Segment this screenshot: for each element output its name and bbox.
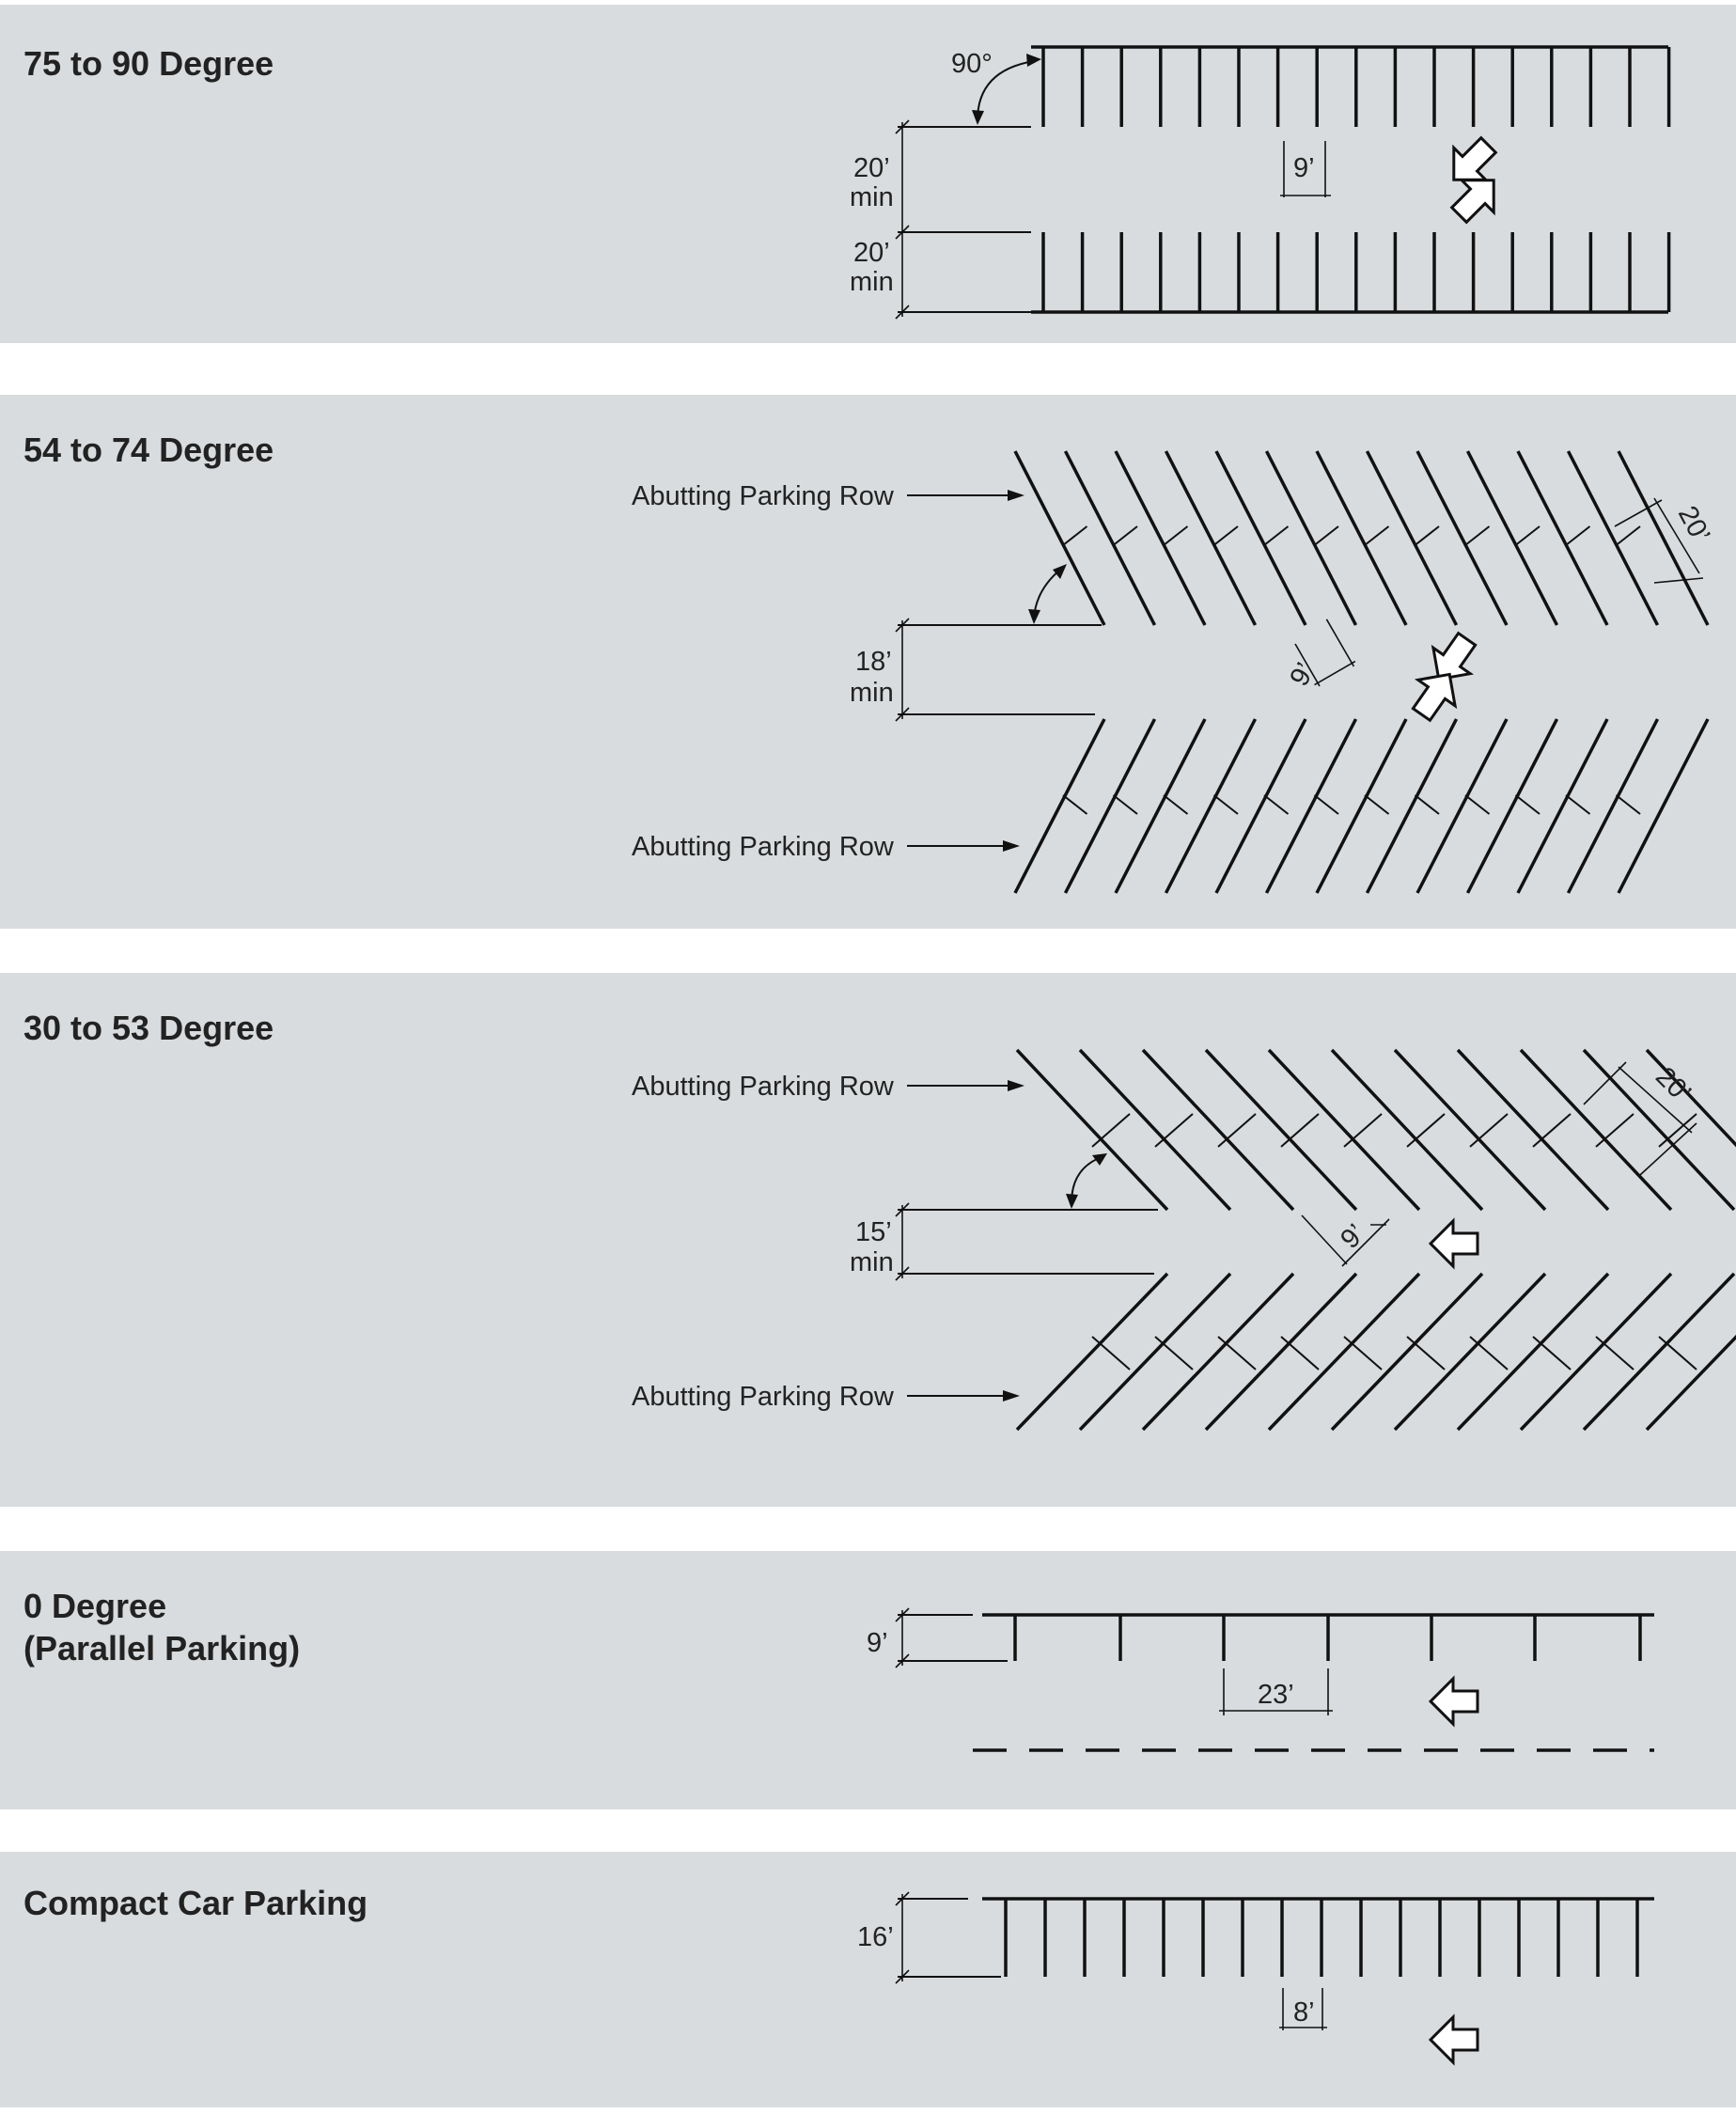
stall-line xyxy=(1166,451,1256,625)
diagram-parallel xyxy=(0,1551,1736,1809)
stall-dimension-value: 20’ xyxy=(853,238,890,268)
stall-end-line xyxy=(1218,1114,1256,1147)
stall-line xyxy=(1569,719,1658,893)
stall-end-line xyxy=(1214,795,1239,814)
stall-end-line xyxy=(1155,1114,1193,1147)
stall-line xyxy=(1216,719,1306,893)
aisle-dimension-value: 20’ xyxy=(853,153,890,183)
stall-end-line xyxy=(1264,795,1289,814)
stall-line xyxy=(1267,719,1356,893)
stall-end-line xyxy=(1465,526,1490,545)
stall-line xyxy=(1417,719,1507,893)
stall-end-line xyxy=(1533,1114,1571,1147)
stall-line xyxy=(1458,1274,1608,1430)
stall-line xyxy=(1206,1274,1356,1430)
stall-line xyxy=(1116,451,1205,625)
panel-title: 75 to 90 Degree xyxy=(23,44,274,83)
stall-end-line xyxy=(1114,526,1138,545)
abutting-row-label-bottom: Abutting Parking Row xyxy=(632,832,894,862)
stall-lines-top xyxy=(1043,47,1669,127)
diagram-45-degree xyxy=(0,973,1736,1507)
stall-end-line xyxy=(1281,1337,1319,1370)
stall-width-label: 9’ xyxy=(1293,153,1315,183)
stall-length-label: 23’ xyxy=(1258,1680,1294,1710)
stall-line xyxy=(1518,451,1607,625)
stall-line xyxy=(1269,1050,1419,1210)
stall-end-line xyxy=(1407,1114,1445,1147)
stall-end-line xyxy=(1617,795,1641,814)
stall-end-line xyxy=(1596,1337,1634,1370)
diagram-compact xyxy=(0,1852,1736,2107)
stall-end-line xyxy=(1365,526,1389,545)
stall-line xyxy=(1332,1274,1482,1430)
stall-line xyxy=(1143,1274,1293,1430)
title-line-1: 0 Degree xyxy=(23,1587,167,1625)
diagram-60-degree xyxy=(0,395,1736,929)
panel-compact-car xyxy=(0,1852,1736,2107)
stall-end-line xyxy=(1659,1337,1697,1370)
stall-end-line xyxy=(1407,1337,1445,1370)
stall-line xyxy=(1267,451,1356,625)
stall-end-line xyxy=(1365,795,1389,814)
stall-dimension-unit: min xyxy=(850,267,894,297)
stall-line xyxy=(1619,719,1708,893)
stall-end-line xyxy=(1470,1337,1508,1370)
stall-end-line xyxy=(1114,795,1138,814)
stall-width-label: 9’ xyxy=(1335,1218,1371,1255)
stall-lines-bottom xyxy=(1017,1274,1736,1430)
stall-line xyxy=(1116,719,1205,893)
stall-line xyxy=(1269,1274,1419,1430)
stall-end-line xyxy=(1533,1337,1571,1370)
aisle-dimension-unit: min xyxy=(850,182,894,212)
stall-end-line xyxy=(1092,1337,1130,1370)
stall-end-line xyxy=(1063,526,1087,545)
stall-end-line xyxy=(1164,795,1188,814)
stall-end-line xyxy=(1596,1114,1634,1147)
stall-line xyxy=(1417,451,1507,625)
stall-end-line xyxy=(1155,1337,1193,1370)
angle-label: 90° xyxy=(951,49,993,79)
panel-title: 54 to 74 Degree xyxy=(23,431,274,469)
diagram-90-degree xyxy=(0,5,1736,343)
stall-line xyxy=(1216,451,1306,625)
abutting-row-label-top: Abutting Parking Row xyxy=(632,481,894,511)
stall-line xyxy=(1584,1274,1734,1430)
stall-depth-label: 20’ xyxy=(1650,1061,1697,1109)
two-way-traffic-arrows-icon xyxy=(1438,129,1509,230)
stall-line xyxy=(1015,719,1104,893)
stall-end-line xyxy=(1218,1337,1256,1370)
stall-lines-top xyxy=(1015,451,1708,625)
panel-75-90-degree xyxy=(0,5,1736,343)
stall-line xyxy=(1368,719,1457,893)
title-line-2: (Parallel Parking) xyxy=(23,1629,301,1668)
stall-width-label: 9’ xyxy=(867,1628,888,1658)
stall-end-line xyxy=(1281,1114,1319,1147)
abutting-row-label-top: Abutting Parking Row xyxy=(632,1072,894,1102)
stall-lines xyxy=(1006,1899,1637,1977)
stall-end-line xyxy=(1315,526,1339,545)
stall-width-label: 9’ xyxy=(1284,657,1322,692)
stall-line xyxy=(1468,719,1557,893)
panel-0-degree xyxy=(0,1551,1736,1809)
stall-end-line xyxy=(1415,526,1440,545)
stall-line xyxy=(1017,1050,1167,1210)
stall-line xyxy=(1080,1050,1230,1210)
stall-end-line xyxy=(1344,1114,1382,1147)
aisle-dimension-unit: min xyxy=(850,1247,894,1277)
aisle-dimension-unit: min xyxy=(850,678,894,708)
stall-line xyxy=(1166,719,1256,893)
stall-line xyxy=(1066,719,1155,893)
stall-end-line xyxy=(1566,526,1590,545)
stall-line xyxy=(1521,1274,1671,1430)
stall-end-line xyxy=(1063,795,1087,814)
stall-lines-bottom xyxy=(1043,232,1669,312)
stall-end-line xyxy=(1092,1114,1130,1147)
stall-end-line xyxy=(1315,795,1339,814)
stall-depth-label: 20’ xyxy=(1671,501,1716,548)
aisle-dimension-value: 18’ xyxy=(855,647,892,677)
abutting-row-label-bottom: Abutting Parking Row xyxy=(632,1382,894,1412)
panel-30-53-degree xyxy=(0,973,1736,1507)
stall-line xyxy=(1143,1050,1293,1210)
stall-line xyxy=(1017,1274,1167,1430)
stall-line xyxy=(1458,1050,1608,1210)
traffic-arrow-icon xyxy=(1431,1679,1478,1724)
panel-54-74-degree xyxy=(0,395,1736,929)
stall-end-line xyxy=(1566,795,1590,814)
stall-lines xyxy=(1015,1615,1640,1661)
stall-lines-bottom xyxy=(1015,719,1708,893)
traffic-arrow-icon xyxy=(1431,1221,1478,1266)
stall-end-line xyxy=(1465,795,1490,814)
stall-end-line xyxy=(1415,795,1440,814)
stall-line xyxy=(1317,719,1406,893)
stall-end-line xyxy=(1214,526,1239,545)
aisle-dimension-value: 15’ xyxy=(855,1217,892,1247)
panel-title: Compact Car Parking xyxy=(23,1884,368,1922)
stall-line xyxy=(1332,1050,1482,1210)
two-way-traffic-arrows-icon xyxy=(1403,626,1486,728)
stall-end-line xyxy=(1516,526,1541,545)
stall-lines-top xyxy=(1017,1050,1736,1210)
stall-end-line xyxy=(1516,795,1541,814)
stall-line xyxy=(1395,1050,1545,1210)
stall-end-line xyxy=(1617,526,1641,545)
stall-line xyxy=(1080,1274,1230,1430)
stall-line xyxy=(1518,719,1607,893)
stall-line xyxy=(1368,451,1457,625)
stall-end-line xyxy=(1344,1337,1382,1370)
stall-end-line xyxy=(1470,1114,1508,1147)
stall-end-line xyxy=(1659,1114,1697,1147)
stall-line xyxy=(1317,451,1406,625)
stall-line xyxy=(1395,1274,1545,1430)
stall-width-label: 8’ xyxy=(1293,1997,1315,2028)
stall-line xyxy=(1468,451,1557,625)
stall-line xyxy=(1066,451,1155,625)
traffic-arrow-icon xyxy=(1431,2017,1478,2062)
arc-arrowhead-icon xyxy=(1026,54,1041,67)
panel-title: 30 to 53 Degree xyxy=(23,1009,274,1047)
stall-end-line xyxy=(1264,526,1289,545)
stall-end-line xyxy=(1164,526,1188,545)
stall-line xyxy=(1015,451,1104,625)
stall-line xyxy=(1569,451,1658,625)
stall-line xyxy=(1521,1050,1671,1210)
stall-line xyxy=(1206,1050,1356,1210)
stall-depth-label: 16’ xyxy=(857,1922,894,1952)
